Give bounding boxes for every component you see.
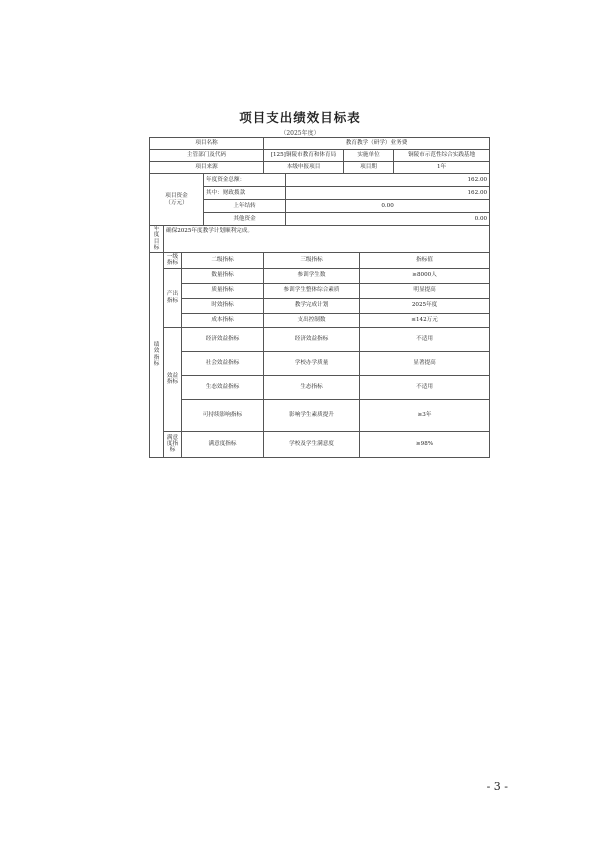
funds-other-value: 0.00 (286, 213, 490, 226)
table-row (150, 431, 490, 457)
indicator-group-label (150, 252, 164, 457)
table-row (150, 399, 490, 431)
source-label: 项目来源 (150, 162, 264, 174)
header-level3: 三级指标 (264, 252, 360, 268)
output-level2: 数量指标 (182, 268, 264, 283)
project-name-label: 项目名称 (150, 138, 264, 150)
benefit-level3: 经济效益指标 (264, 327, 360, 351)
funds-total-value: 162.00 (286, 174, 490, 187)
output-level2: 成本指标 (182, 313, 264, 327)
benefit-value: 不适用 (360, 327, 490, 351)
satisfaction-label-line3: 标 (169, 447, 176, 454)
output-level3: 参训学生整体综合素质 (264, 283, 360, 298)
row-dept (150, 150, 490, 162)
funds-total-label: 年度资金总额： (204, 174, 286, 187)
dept-value: [125]铜陵市教育和体育局 (264, 150, 344, 162)
row-source (150, 162, 490, 174)
output-value: ≥8000人 (360, 268, 490, 283)
benefit-value: 显著提高 (360, 351, 490, 375)
output-level2: 时效指标 (182, 298, 264, 313)
output-value: 明显提高 (360, 283, 490, 298)
period-label: 项目期 (344, 162, 394, 174)
table-row (150, 313, 490, 327)
output-level3: 支出控制数 (264, 313, 360, 327)
annual-goal-label-line1: 年度 (153, 226, 160, 239)
funds-label (150, 174, 204, 226)
header-level1-line1: 一级 (166, 253, 179, 260)
benefit-indicator-label (164, 327, 182, 431)
header-level2: 二级指标 (182, 252, 264, 268)
output-label-line2: 指标 (166, 297, 179, 304)
group-char-4: 标 (153, 361, 160, 368)
row-annual-goal (150, 226, 490, 253)
output-level3: 参训学生数 (264, 268, 360, 283)
output-level2: 质量指标 (182, 283, 264, 298)
annual-goal-label (150, 226, 164, 253)
funds-fiscal-label: 其中：财政拨款 (204, 187, 286, 200)
benefit-label-line2: 指标 (166, 379, 179, 386)
funds-other-label: 其他资金 (204, 213, 286, 226)
header-value: 指标值 (360, 252, 490, 268)
benefit-label-line1: 效益 (166, 372, 179, 379)
funds-carryover-value: 0.00 (286, 200, 490, 213)
performance-target-table (149, 137, 490, 458)
table-row (150, 283, 490, 298)
annual-goal-text: 确保2025年度教学计划顺利完成。 (164, 226, 490, 253)
table-row (150, 268, 490, 283)
funds-label-line2: （万元） (165, 199, 188, 206)
satisfaction-level3: 学校及学生满意度 (264, 431, 360, 457)
benefit-level2: 经济效益指标 (182, 327, 264, 351)
table-row (150, 351, 490, 375)
benefit-level2: 社会效益指标 (182, 351, 264, 375)
satisfaction-label-line1: 满意 (166, 434, 179, 441)
satisfaction-level2: 满意度指标 (182, 431, 264, 457)
output-label-line1: 产出 (166, 291, 179, 298)
funds-carryover-label: 上年结转 (204, 200, 286, 213)
benefit-level3: 生态指标 (264, 375, 360, 399)
project-name-value: 教育教学（研学）业务费 (264, 138, 490, 150)
table-row (150, 298, 490, 313)
row-funds-total (150, 174, 490, 187)
table-row (150, 327, 490, 351)
funds-fiscal-value: 162.00 (286, 187, 490, 200)
table-row (150, 375, 490, 399)
benefit-level3: 学校办学质量 (264, 351, 360, 375)
impl-label: 实施单位 (344, 150, 394, 162)
benefit-level3: 影响学生素质提升 (264, 399, 360, 431)
impl-value: 铜陵市示范性综合实践基地 (394, 150, 490, 162)
source-value: 本级申报项目 (264, 162, 344, 174)
dept-label: 主管部门及代码 (150, 150, 264, 162)
header-level1 (164, 252, 182, 268)
satisfaction-label-line2: 度指 (166, 440, 179, 447)
row-indicator-header (150, 252, 490, 268)
page-number: - 3 - (486, 780, 508, 793)
group-char-1: 绩 (153, 341, 160, 348)
benefit-level2: 可持续影响指标 (182, 399, 264, 431)
year-note: （2025年度） (280, 130, 320, 137)
page-title: 项目支出绩效目标表 (239, 110, 361, 125)
period-value: 1年 (394, 162, 490, 174)
satisfaction-value: ≥98% (360, 431, 490, 457)
output-level3: 教学完成计划 (264, 298, 360, 313)
annual-goal-label-line2: 目标 (153, 238, 160, 252)
row-project-name (150, 138, 490, 150)
group-char-2: 效 (153, 348, 160, 355)
output-value: ≤142万元 (360, 313, 490, 327)
benefit-level2: 生态效益指标 (182, 375, 264, 399)
satisfaction-indicator-label (164, 431, 182, 457)
benefit-value: ≥3年 (360, 399, 490, 431)
header-level1-line2: 指标 (166, 260, 179, 267)
output-value: 2025年度 (360, 298, 490, 313)
funds-label-line1: 项目资金 (165, 193, 188, 200)
benefit-value: 不适用 (360, 375, 490, 399)
output-indicator-label (164, 268, 182, 327)
group-char-3: 指 (153, 354, 160, 361)
